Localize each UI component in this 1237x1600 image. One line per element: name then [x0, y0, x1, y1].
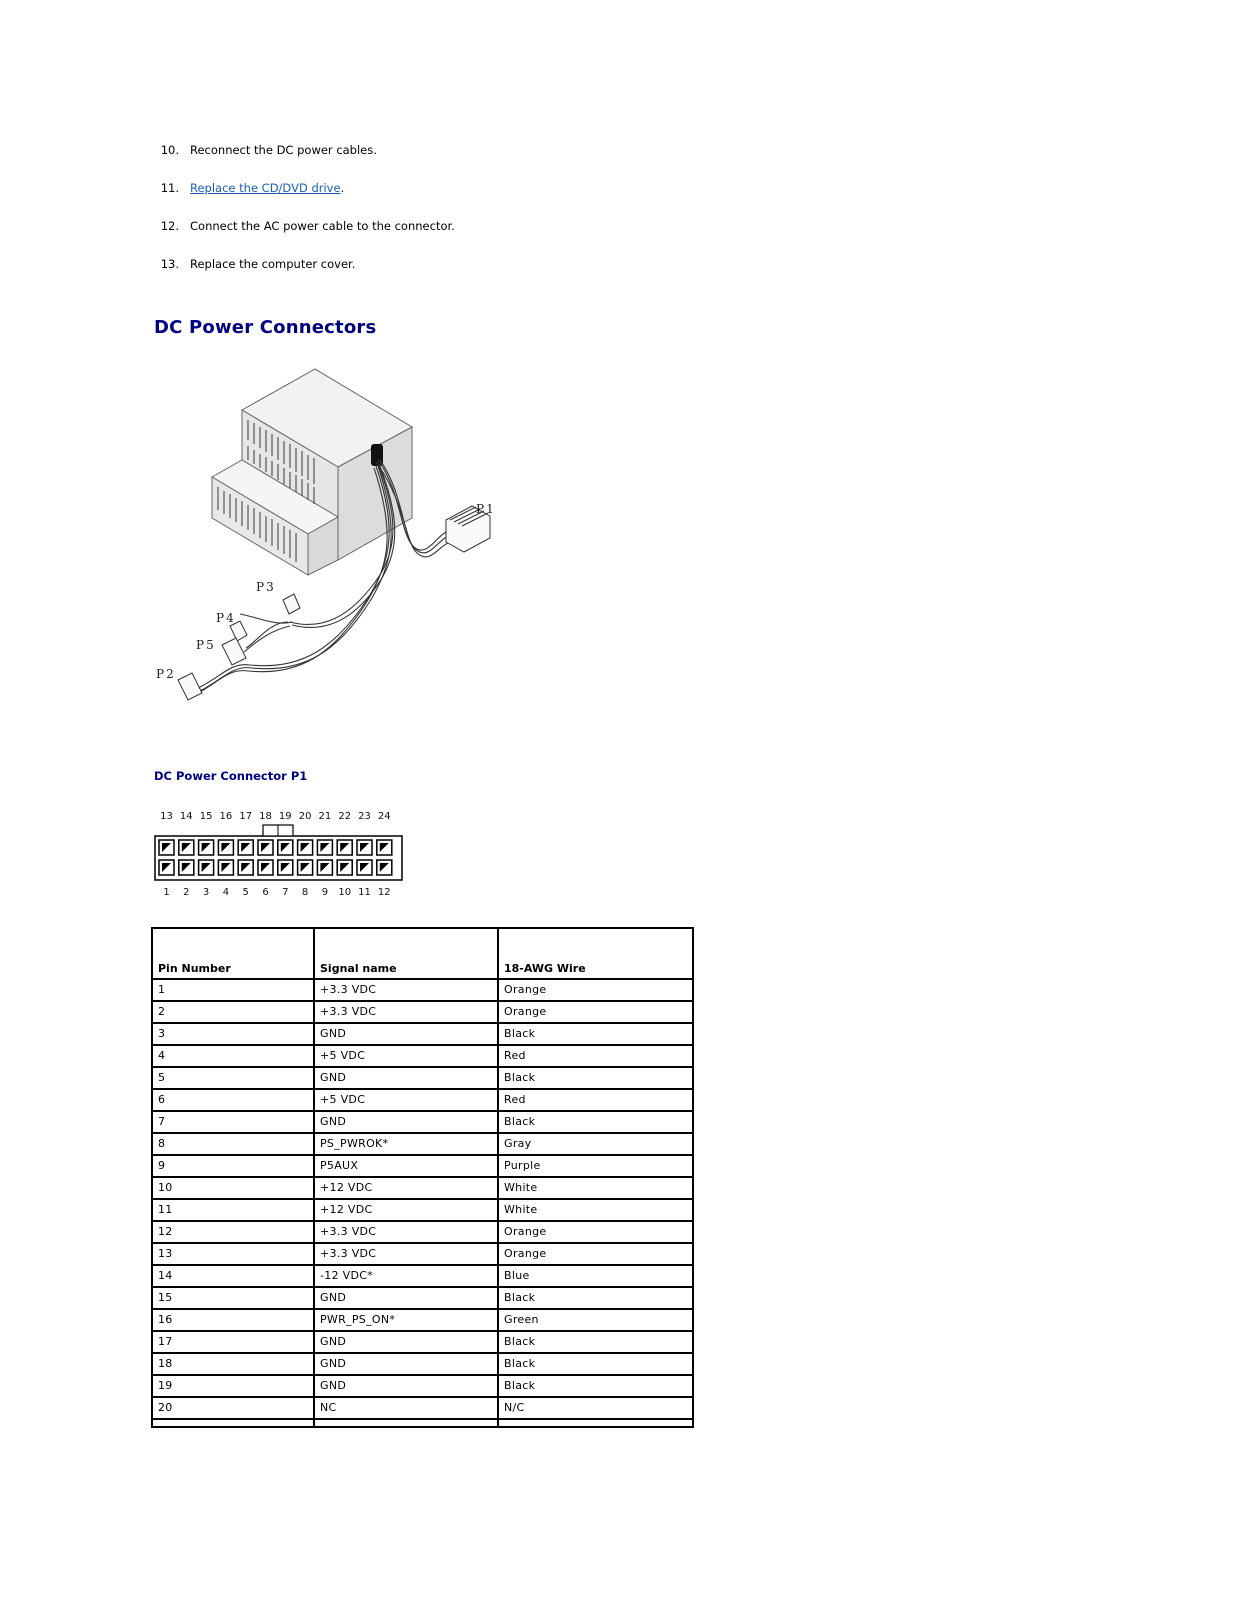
pin-number-cell: [152, 1419, 314, 1427]
step-text: Reconnect the DC power cables.: [190, 143, 377, 157]
p3-connector: [283, 594, 300, 614]
table-row: [152, 1397, 693, 1419]
replace-cd-dvd-link[interactable]: Replace the CD/DVD drive: [190, 181, 341, 195]
bottom-pin-label: 6: [262, 887, 269, 898]
p4-label: P4: [216, 611, 236, 625]
signal-name-cell: +12 VDC: [314, 1177, 498, 1199]
wire-color-cell: White: [498, 1177, 693, 1199]
step-text: Connect the AC power cable to the connector.: [190, 219, 455, 233]
signal-name-cell: GND: [314, 1067, 498, 1089]
step-text: Replace the computer cover.: [190, 257, 356, 271]
wire-color-cell: Black: [498, 1287, 693, 1309]
step-text-suffix: .: [340, 181, 345, 195]
table-row: [152, 1353, 693, 1375]
signal-name-cell: -12 VDC*: [314, 1265, 498, 1287]
signal-name-cell: GND: [314, 1111, 498, 1133]
p1-pinout-diagram: [150, 805, 410, 905]
wire-color-cell: Black: [498, 1375, 693, 1397]
wire-color-cell: Black: [498, 1023, 693, 1045]
signal-name-cell: GND: [314, 1353, 498, 1375]
wire-color-cell: Purple: [498, 1155, 693, 1177]
signal-name-cell: NC: [314, 1397, 498, 1419]
step-number: 11.: [160, 181, 179, 195]
pin-socket: [199, 840, 214, 855]
bottom-pin-label: 12: [377, 887, 391, 898]
p3-label: P3: [256, 580, 276, 594]
table-row: [152, 1375, 693, 1397]
bottom-pin-label: 5: [242, 887, 249, 898]
top-pin-label: 18: [259, 811, 272, 822]
column-header: Pin Number: [152, 928, 314, 979]
signal-name-cell: [314, 1419, 498, 1427]
top-pin-label: 15: [199, 811, 213, 822]
top-pin-label: 22: [338, 811, 352, 822]
wire-color-cell: Gray: [498, 1133, 693, 1155]
wire-color-cell: Black: [498, 1331, 693, 1353]
table-row: [152, 1023, 693, 1045]
step-number: 12.: [160, 219, 179, 233]
step-text: [190, 179, 344, 197]
pin-socket: [337, 840, 352, 855]
table-row: [152, 1419, 693, 1427]
p5-label: P5: [196, 638, 216, 652]
wire-color-cell: [498, 1419, 693, 1427]
pin-number-cell: 16: [152, 1309, 314, 1331]
pin-number-cell: 3: [152, 1023, 314, 1045]
table-row: [152, 1067, 693, 1089]
signal-name-cell: PWR_PS_ON*: [314, 1309, 498, 1331]
p5-connector: [222, 638, 246, 665]
table-row: [152, 1309, 693, 1331]
pin-number-cell: 6: [152, 1089, 314, 1111]
step-number: 13.: [160, 257, 179, 271]
pin-number-cell: 5: [152, 1067, 314, 1089]
bottom-pin-label: 7: [282, 887, 289, 898]
bottom-pin-labels: [163, 887, 390, 898]
bottom-pin-label: 1: [163, 887, 170, 898]
signal-name-cell: +3.3 VDC: [314, 1243, 498, 1265]
wire-color-cell: Orange: [498, 1001, 693, 1023]
p1-pin-table: [151, 927, 694, 1428]
bottom-pin-label: 10: [338, 887, 352, 898]
signal-name-cell: GND: [314, 1331, 498, 1353]
signal-name-cell: +5 VDC: [314, 1045, 498, 1067]
pin-number-cell: 4: [152, 1045, 314, 1067]
table-row: [152, 979, 693, 1001]
p2-label: P2: [156, 667, 176, 681]
signal-name-cell: GND: [314, 1023, 498, 1045]
bottom-pin-label: 11: [358, 887, 371, 898]
pin-number-cell: 19: [152, 1375, 314, 1397]
signal-name-cell: GND: [314, 1375, 498, 1397]
wire-color-cell: Orange: [498, 1243, 693, 1265]
signal-name-cell: P5AUX: [314, 1155, 498, 1177]
signal-name-cell: +12 VDC: [314, 1199, 498, 1221]
pin-socket: [179, 860, 194, 875]
wire-color-cell: Orange: [498, 979, 693, 1001]
table-header-row: [152, 928, 693, 979]
signal-name-cell: +3.3 VDC: [314, 1221, 498, 1243]
table-row: [152, 1001, 693, 1023]
pin-number-cell: 12: [152, 1221, 314, 1243]
pin-number-cell: 10: [152, 1177, 314, 1199]
top-pin-label: 14: [179, 811, 193, 822]
pin-number-cell: 9: [152, 1155, 314, 1177]
top-pin-labels: [160, 811, 391, 822]
p1-label: P1: [476, 502, 496, 516]
pin-number-cell: 14: [152, 1265, 314, 1287]
table-row: [152, 1265, 693, 1287]
p2-connector: [178, 673, 202, 700]
table-row: [152, 1331, 693, 1353]
pin-number-cell: 8: [152, 1133, 314, 1155]
pin-socket: [337, 860, 352, 875]
bottom-pin-label: 9: [321, 887, 329, 898]
signal-name-cell: GND: [314, 1287, 498, 1309]
pin-number-cell: 2: [152, 1001, 314, 1023]
table-row: [152, 1045, 693, 1067]
pin-number-cell: 20: [152, 1397, 314, 1419]
table-row: [152, 1221, 693, 1243]
wire-color-cell: Black: [498, 1353, 693, 1375]
signal-name-cell: +5 VDC: [314, 1089, 498, 1111]
pin-number-cell: 1: [152, 979, 314, 1001]
table-row: [152, 1111, 693, 1133]
table-row: [152, 1287, 693, 1309]
pin-socket: [199, 860, 214, 875]
signal-name-cell: +3.3 VDC: [314, 1001, 498, 1023]
top-pin-label: 23: [358, 811, 371, 822]
bottom-pin-label: 8: [301, 887, 309, 898]
wire-color-cell: White: [498, 1199, 693, 1221]
wire-color-cell: N/C: [498, 1397, 693, 1419]
subsection-title: DC Power Connector P1: [154, 769, 308, 783]
wire-color-cell: Red: [498, 1089, 693, 1111]
bottom-pin-label: 2: [183, 887, 190, 898]
signal-name-cell: +3.3 VDC: [314, 979, 498, 1001]
column-header: 18-AWG Wire: [498, 928, 693, 979]
pin-number-cell: 13: [152, 1243, 314, 1265]
pin-number-cell: 15: [152, 1287, 314, 1309]
top-pin-label: 24: [377, 811, 391, 822]
table-row: [152, 1243, 693, 1265]
pin-number-cell: 17: [152, 1331, 314, 1353]
wire-color-cell: Black: [498, 1067, 693, 1089]
wire-color-cell: Orange: [498, 1221, 693, 1243]
table-row: [152, 1089, 693, 1111]
top-pin-label: 21: [318, 811, 332, 822]
pin-number-cell: 7: [152, 1111, 314, 1133]
wire-color-cell: Black: [498, 1111, 693, 1133]
pin-socket: [179, 840, 194, 855]
power-supply-illustration: [150, 360, 510, 715]
top-pin-label: 20: [298, 811, 312, 822]
top-pin-label: 16: [219, 811, 233, 822]
bottom-pin-label: 4: [222, 887, 230, 898]
wire-color-cell: Green: [498, 1309, 693, 1331]
pin-number-cell: 11: [152, 1199, 314, 1221]
wire-color-cell: Blue: [498, 1265, 693, 1287]
top-pin-label: 13: [160, 811, 173, 822]
top-pin-label: 19: [278, 811, 292, 822]
table-row: [152, 1199, 693, 1221]
signal-name-cell: PS_PWROK*: [314, 1133, 498, 1155]
wire-color-cell: Red: [498, 1045, 693, 1067]
table-row: [152, 1177, 693, 1199]
bottom-pin-label: 3: [202, 887, 210, 898]
table-row: [152, 1133, 693, 1155]
step-number: 10.: [160, 143, 179, 157]
table-row: [152, 1155, 693, 1177]
column-header: Signal name: [314, 928, 498, 979]
pin-number-cell: 18: [152, 1353, 314, 1375]
top-pin-label: 17: [239, 811, 253, 822]
section-title: DC Power Connectors: [154, 317, 377, 338]
